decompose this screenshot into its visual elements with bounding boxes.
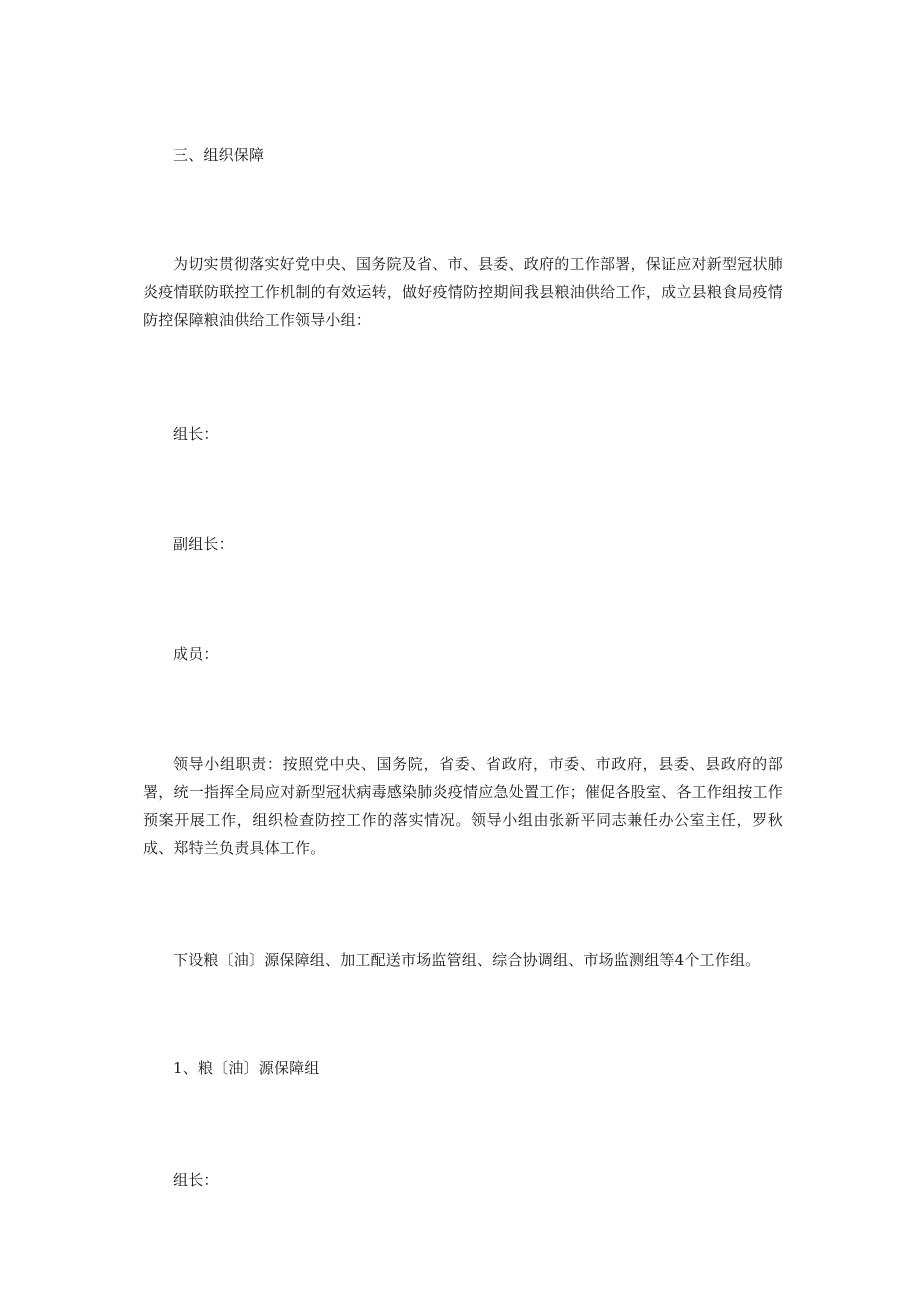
duties-paragraph: 领导小组职责：按照党中央、国务院，省委、省政府，市委、市政府，县委、县政府的部署，统一指挥全局应对新型冠状病毒感染肺炎疫情应急处置工作；催促各股室、各工作组按工作预案开展工作，组织检查防控工作的落实情况。领导小组由张新平同志兼任办公室主任，罗秋成、郑特兰负责具体工作。 [143,755,783,857]
leader-label: 组长： [173,425,219,443]
group1-heading: 1、粮〔油〕源保障组 [173,1059,320,1077]
members-label: 成员： [173,645,219,663]
group1-leader-label: 组长： [173,1171,219,1189]
section-heading: 三、组织保障 [173,146,265,164]
subgroups-paragraph: 下设粮〔油〕源保障组、加工配送市场监管组、综合协调组、市场监测组等4个工作组。 [173,951,761,969]
deputy-leader-label: 副组长： [173,535,234,553]
intro-paragraph: 为切实贯彻落实好党中央、国务院及省、市、县委、政府的工作部署，保证应对新型冠状肺炎疫情联防联控工作机制的有效运转，做好疫情防控期间我县粮油供给工作，成立县粮食局疫情防控保障粮油供给工作领导小组： [143,255,783,329]
